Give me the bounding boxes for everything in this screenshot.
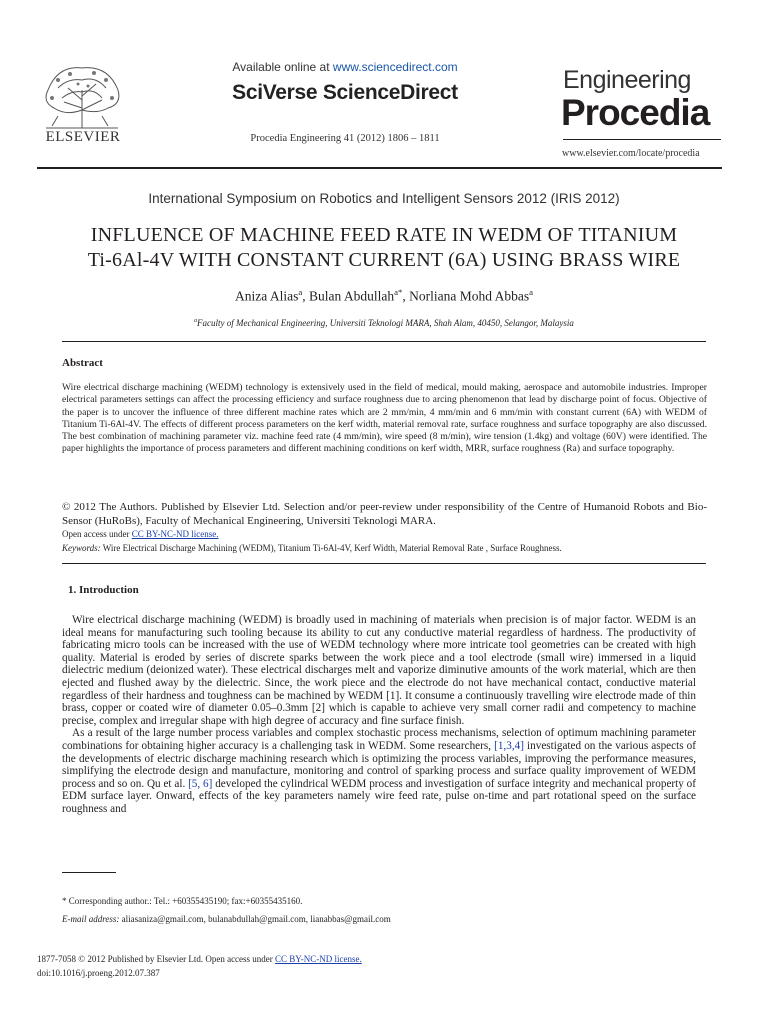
email-note: E-mail address: aliasaniza@gmail.com, bulanabdullah@gmail.com, lianabbas@gmail.com [62,914,391,924]
abstract-heading: Abstract [62,357,103,369]
abstract-bottom-rule [62,563,706,564]
keywords [62,543,562,553]
author-1: Aniza Alias [234,288,299,304]
journal-name-line1: Engineering [563,66,691,94]
journal-url-link[interactable]: www.elsevier.com/locate/procedia [562,148,700,159]
issn-line: 1877-7058 © 2012 Published by Elsevier Ltd. Open access under CC BY-NC-ND license. [37,954,362,964]
author-3-affil: a [529,287,534,297]
citation-link[interactable]: [5, 6] [188,777,213,790]
available-online-line [200,60,490,74]
platform-logo-text: SciVerse ScienceDirect [232,81,458,104]
footer-license-link[interactable]: CC BY-NC-ND license. [275,954,362,964]
abstract-top-rule [62,341,706,342]
section-heading-introduction: 1. Introduction [68,584,139,596]
keywords-list: Wire Electrical Discharge Machining (WEDM), Titanium Ti-6Al-4V, Kerf Width, Material Removal Rate , Surface Roughness. [100,543,562,553]
author-1-affil: a [298,287,303,297]
footnote-rule [62,872,116,873]
author-2: , Bulan Abdullah [302,288,395,304]
doi-line[interactable]: doi:10.1016/j.proeng.2012.07.387 [37,968,160,978]
available-prefix: Available online at [232,60,333,74]
copyright-notice: © 2012 The Authors. Published by Elsevier Ltd. Selection and/or peer-review under responsibility of the Centre of Humanoid Robots and Bio-Sensor (HuRoBs), Faculty of Mechanical Engineering, Universiti Teknologi MARA. [62,501,707,527]
intro-paragraph-2: As a result of the large number process variables and complex stochastic process mechanisms, selection of optimum machining parameter combinations for obtaining higher accuracy is a challenging task in WEDM. Some researchers, [1,3,4] investigated on the various aspects of the developments of electric discharge machining research which is optimizing the process variables, improving the performance measures, simplifying the electrode design and manufacture, monitoring and control of sparking process and surface quality improvement of WEDM process and so on. Qu et al. [5, 6] developed the cylindrical WEDM process and investigation of surface integrity and mechanical property of EDM surface layer. Onward, effects of the key parameters namely wire feed rate, pulse on-time and part rotational speed on the surface roughness and [62,727,697,815]
elsevier-tree-logo-icon [38,60,126,130]
journal-rule [563,139,721,140]
license-link[interactable]: CC BY-NC-ND license. [131,529,219,539]
intro-paragraph-1: Wire electrical discharge machining (WEDM) is broadly used in machining of materials when precision is of major factor. WEDM is an ideal means for manufacturing such tooling because its ability to cut any conductive material regardless of hardness. The productivity of fabricating micro tools can be increased with the use of WEDM technology where more intricate tool geometries can be created with high quality. Material is eroded by series of discrete sparks between the work piece and a tool electrode (small wire) immersed in a liquid dielectric medium (deionized water). These electrical discharges melt and vaporize diminutive amounts of the work material, which are then ejected and flushed away by the dielectric. Since, the work piece and the electrode do not have mechanical contact, conductive material regardless of their hardness and toughness can be machined by WEDM [1]. It consume a continuously travelling wire electrode made of thin brass, copper or coated wire of diameter 0.05–0.3mm [2] which is capable to achieve very small corner radii and competency to machine precise, complex and irregular shape with high degree of accuracy and fine surface finish. [62,614,696,727]
journal-citation: Procedia Engineering 41 (2012) 1806 – 1811 [250,133,440,144]
author-2-affil: a* [394,287,403,297]
keywords-label: Keywords: [62,543,101,553]
journal-name-line2: Procedia [561,92,710,133]
header-rule [37,167,722,169]
paper-title-line2: Ti-6Al-4V WITH CONSTANT CURRENT (6A) USING BRASS WIRE [87,249,681,271]
abstract-text: Wire electrical discharge machining (WEDM) technology is extensively used in the field of medical, mould making, aerospace and automobile industries. Improper electrical parameters settings can affect the processing efficiency and surface roughness due to arcing phenomenon that lead by discharge point of focus. Objective of the paper is to uncover the influence of three different machine rates which are 2 mm/min, 4 mm/min and 6 mm/min with constant current (6A) with WEDM of Titanium Ti-6Al-4V. The effects of different process parameters on the kerf width, material removal rate, surface roughness and surface topography are also discussed. The best combination of machining parameter viz. machine feed rate (4 mm/min), wire speed (8 m/min), wire tension (1.4kg) and voltage (60V) were identified. The paper highlights the importance of process parameters and different machining conditions on kerf width, MRR, surface roughness (Ra) and surface topography. [62,382,707,455]
corresponding-author-note: * Corresponding author.: Tel.: +60355435190; fax:+60355435160. [62,896,303,906]
citation-link[interactable]: [1,3,4] [494,739,524,752]
paper-title-line1: INFLUENCE OF MACHINE FEED RATE IN WEDM OF TITANIUM [90,224,678,246]
sciencedirect-link[interactable]: www.sciencedirect.com [332,60,458,74]
symposium-name: International Symposium on Robotics and Intelligent Sensors 2012 (IRIS 2012) [148,191,620,206]
affiliation: $^a$Faculty of Mechanical Engineering, Universiti Teknologi MARA, Shah Alam, 40450, Selangor, Malaysia [194,318,574,328]
publisher-logo-text: ELSEVIER [45,129,121,145]
author-3: , Norliana Mohd Abbas [402,288,530,304]
introduction-body [62,614,696,816]
open-access-notice: Open access under CC BY-NC-ND license. [62,529,219,539]
author-list [0,287,768,305]
